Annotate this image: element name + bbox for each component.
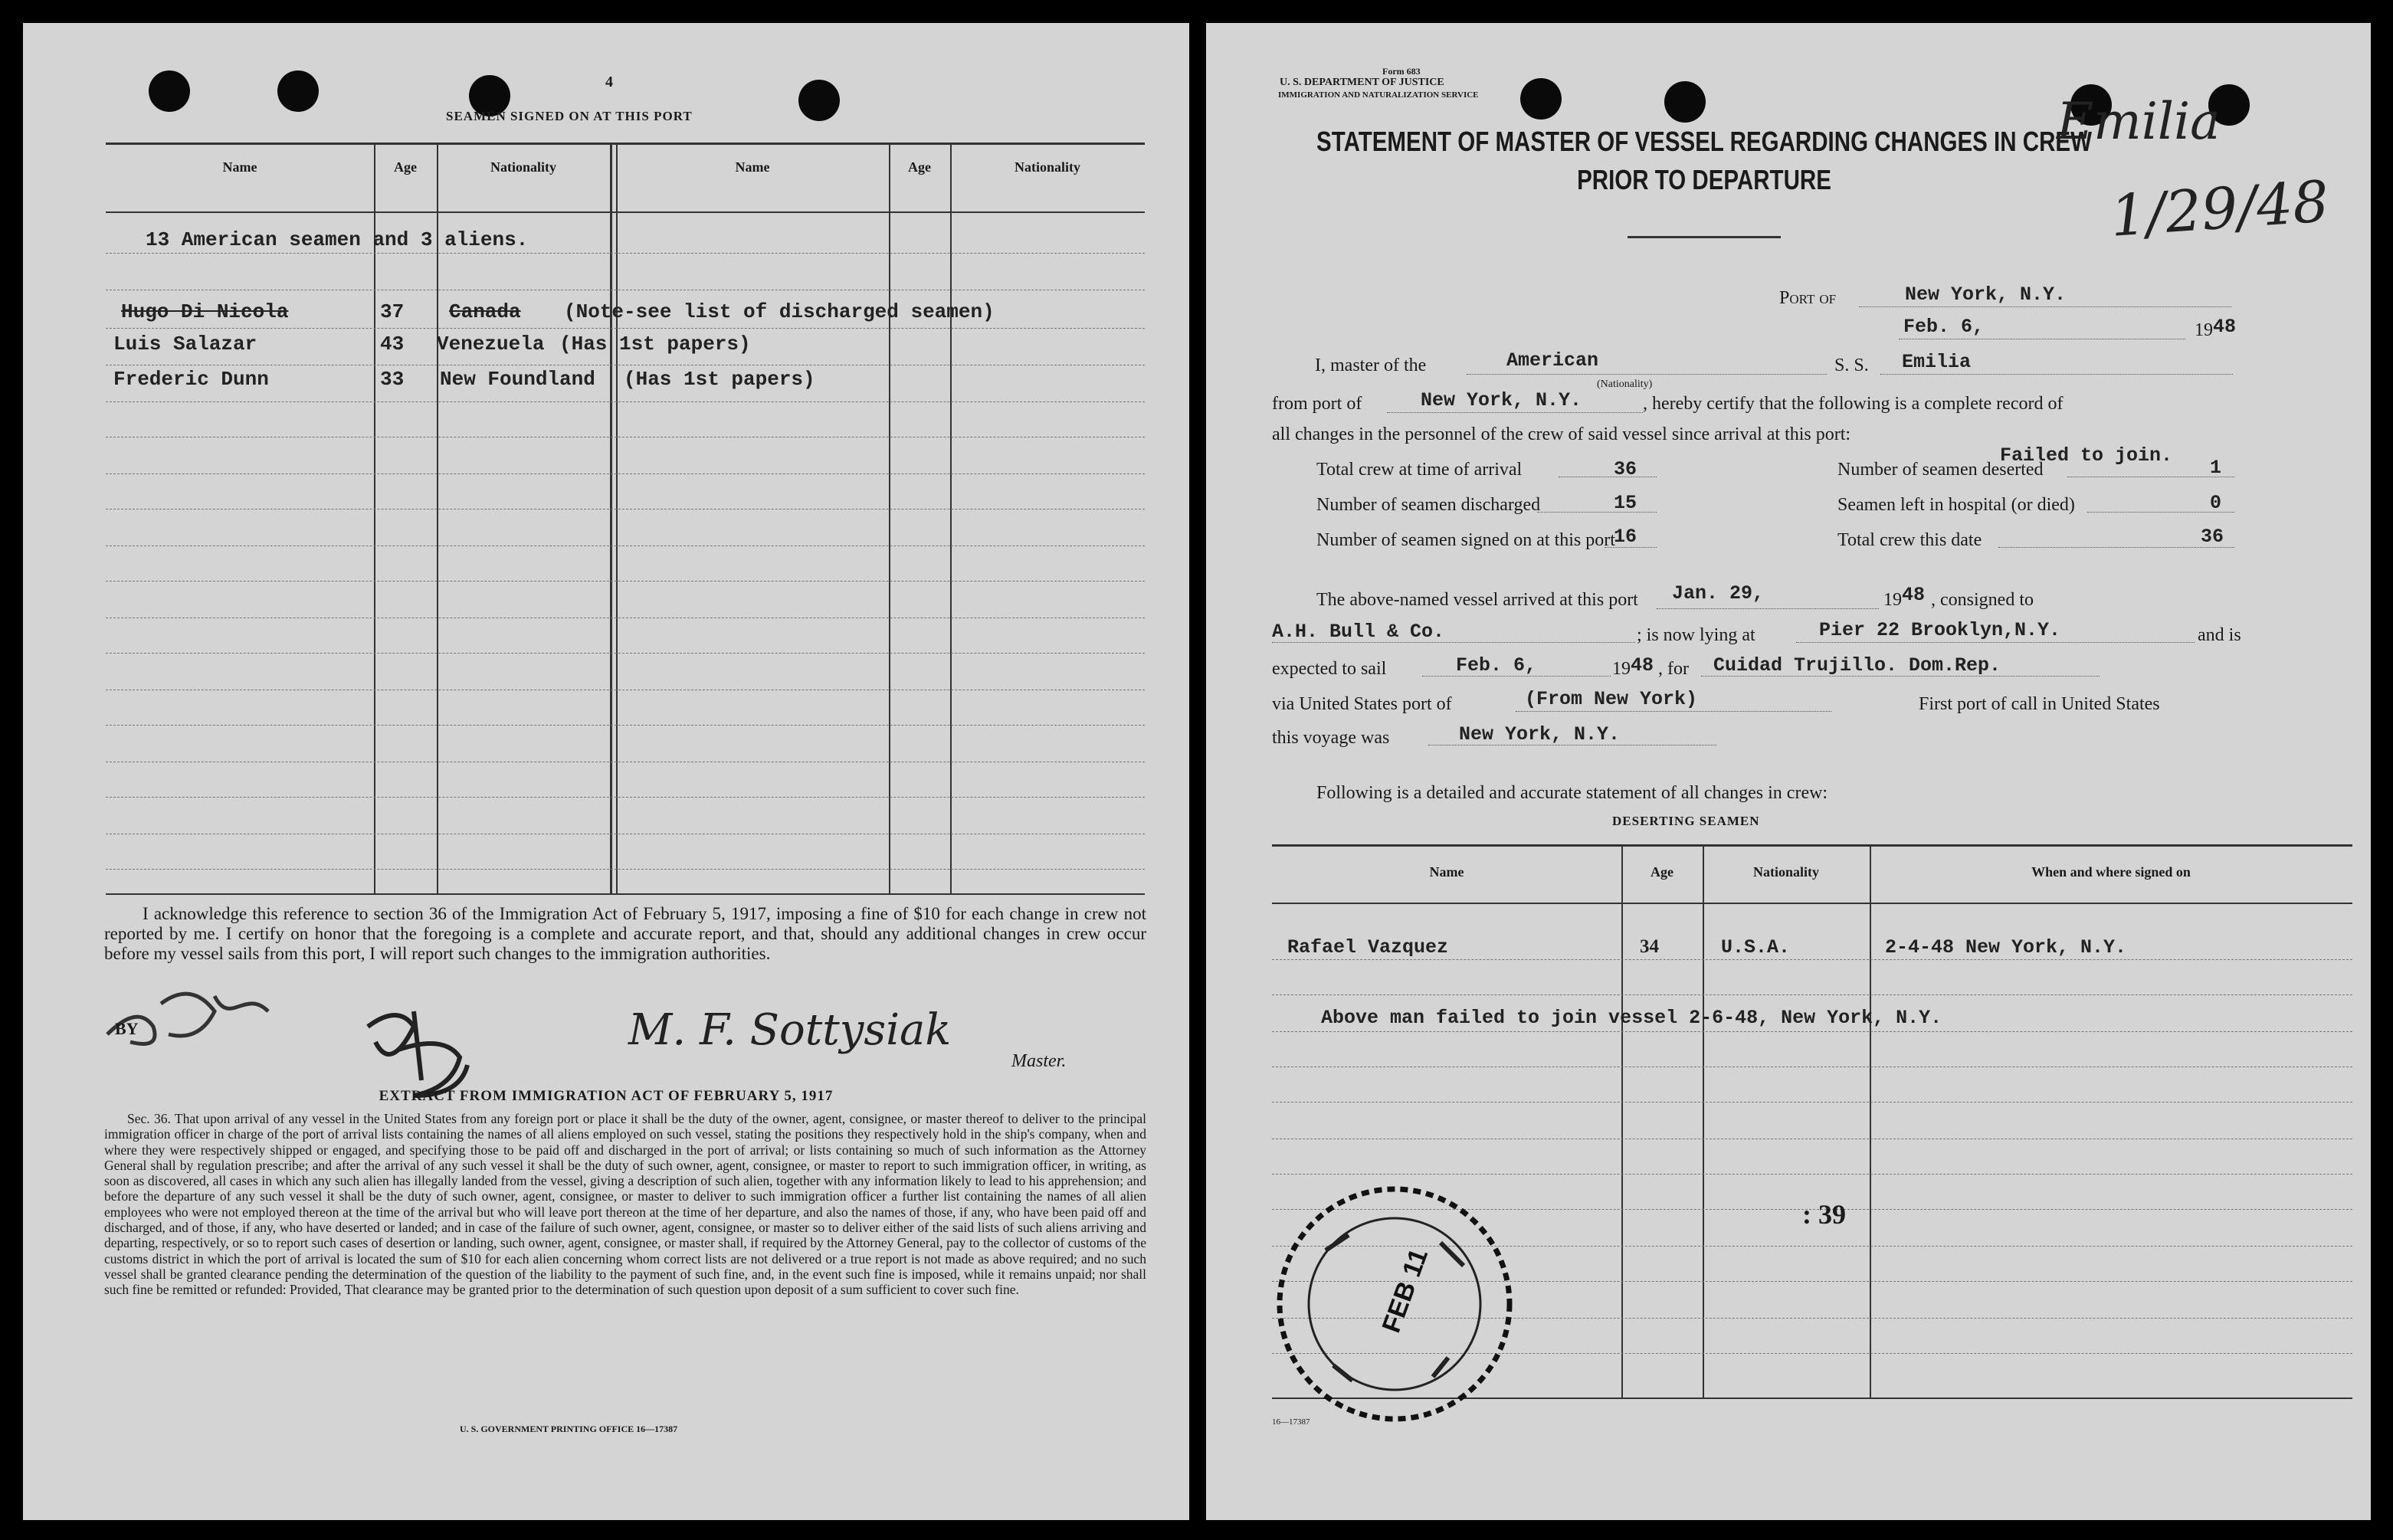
and-is-label: and is xyxy=(2198,625,2241,645)
initials-signature xyxy=(352,996,506,1103)
table-top-rule xyxy=(106,143,1145,145)
seaman-name: Frederic Dunn xyxy=(113,368,269,391)
punch-hole xyxy=(1520,78,1562,120)
total-crew-arrival-value: 36 xyxy=(1614,458,1637,480)
form-title: STATEMENT OF MASTER OF VESSEL REGARDING CHANGES IN CREW xyxy=(1316,126,2092,157)
seaman-age: 43 xyxy=(380,333,405,356)
stamp-number: : 39 xyxy=(1802,1199,1846,1230)
from-port-label: from port of xyxy=(1272,394,1362,414)
discharged-label: Number of seamen discharged xyxy=(1316,495,1541,515)
des-header-signed: When and where signed on xyxy=(2031,864,2191,880)
form-subtitle: PRIOR TO DEPARTURE xyxy=(1577,164,1831,195)
deserted-value: 1 xyxy=(2210,457,2222,479)
ss-label: S. S. xyxy=(1834,356,1869,375)
arrived-year-prefix: 19 xyxy=(1883,590,1902,610)
punch-hole xyxy=(1664,81,1706,123)
punch-hole xyxy=(149,70,190,112)
printing-office: U. S. GOVERNMENT PRINTING OFFICE 16—17387 xyxy=(460,1424,678,1434)
deserter-signed-on: 2-4-48 New York, N.Y. xyxy=(1885,936,2127,958)
deserter-name: Rafael Vazquez xyxy=(1287,936,1449,958)
signed-on-value: 16 xyxy=(1614,526,1637,548)
following-text: Following is a detailed and accurate statement of all changes in crew: xyxy=(1316,783,1828,803)
department: U. S. DEPARTMENT OF JUSTICE xyxy=(1280,77,1444,88)
seaman-nationality: Venezuela xyxy=(437,333,545,356)
seaman-age: 33 xyxy=(380,368,405,391)
destination: Cuidad Trujillo. Dom.Rep. xyxy=(1713,654,2001,677)
seaman-age: 37 xyxy=(380,300,405,323)
hospital-value: 0 xyxy=(2210,492,2222,514)
hospital-label: Seamen left in hospital (or died) xyxy=(1837,495,2075,515)
form-footer: 16—17387 xyxy=(1272,1417,1310,1427)
deserter-nationality: U.S.A. xyxy=(1721,936,1791,958)
extract-title: EXTRACT FROM IMMIGRATION ACT OF FEBRUARY 5, 1917 xyxy=(379,1088,834,1104)
total-crew-date-label: Total crew this date xyxy=(1837,530,1982,550)
des-header-nationality: Nationality xyxy=(1752,864,1819,880)
port-label: Port of xyxy=(1779,288,1837,308)
section-36-text: Sec. 36. That upon arrival of any vessel in the United States from any foreign port or place it shall be the duty of the owner, agent, consignee, or master thereof to deliver to the principal immigration officer in charge of the port of arrival lists containing the names of all aliens employed on such vessel, stating the positions they respectively hold in the ship's company, when and where they were respectively shipped or engaged, and specifying those to be paid off and discharged in the port of arrival; or lists containing so much of such information as the Attorney General shall by regulation prescribe; and after the arrival of any such vessel it shall be the duty of such owner, agent, consignee, or master to report to such immigration officer, in writing, as soon as discovered, all cases in which any such alien has illegally landed from the vessel, giving a description of such alien, together with any information likely to lead to his apprehension; and before the departure of any such vessel it shall be the duty of such owner, agent, consignee, or master to deliver to such immigration officer a further list containing the names of all alien employees who were not employed thereon at the time of the arrival but who will leave port thereon at the time of her departure, and also the names of those, if any, who have been paid off and discharged, and of those, if any, who have deserted or landed; and in case of the failure of such owner, agent, consignee, or master so to deliver either of the said lists of such aliens arriving and departing, respectively, or so to report such cases of desertion or landing, such owner, agent, consignee, or master shall, if required by the Attorney General, pay to the collector of customs of the customs district in which the port of arrival is located the sum of $10 for each alien concerning whom correct lists are not delivered or a true report is not made as above required; and no such vessel shall be granted clearance pending the determination of the question of the liability to the payment of such fine, and, in the event such fine is imposed, while it remains unpaid; nor shall such fine be remitted or refunded: Provided, That clearance may be granted prior to the determination of such question upon deposit of a sum sufficient to cover such fine. xyxy=(104,1111,1146,1298)
col-header-age-2: Age xyxy=(908,159,931,175)
seaman-nationality: Canada xyxy=(449,300,521,323)
from-port-value: New York, N.Y. xyxy=(1421,389,1582,411)
deserting-title: DESERTING SEAMEN xyxy=(1612,814,1760,828)
via-port: (From New York) xyxy=(1525,688,1698,710)
col-header-name: Name xyxy=(222,159,257,175)
port-value: New York, N.Y. xyxy=(1905,283,2067,306)
arrived-label: The above-named vessel arrived at this port xyxy=(1316,590,1638,610)
service: IMMIGRATION AND NATURALIZATION SERVICE xyxy=(1278,90,1479,100)
consignee: A.H. Bull & Co. xyxy=(1272,621,1445,643)
discharged-value: 15 xyxy=(1614,492,1637,514)
lying-label: ; is now lying at xyxy=(1637,625,1755,645)
year-prefix: 19 xyxy=(2195,320,2213,340)
seaman-note: (Has 1st papers) xyxy=(559,333,751,356)
ship-value: Emilia xyxy=(1902,351,1972,373)
table-header-rule xyxy=(106,211,1145,213)
col-header-name-2: Name xyxy=(735,159,770,175)
seaman-name: Hugo Di Nicola xyxy=(121,300,289,323)
failed-note: Above man failed to join vessel 2-6-48, New York, N.Y. xyxy=(1321,1007,1942,1029)
lying-at: Pier 22 Brooklyn,N.Y. xyxy=(1819,619,2061,641)
arrived-year: 48 xyxy=(1902,584,1926,606)
col-header-age: Age xyxy=(394,159,417,175)
summary-line: 13 American seamen and 3 aliens. xyxy=(146,228,529,251)
punch-hole xyxy=(798,80,840,121)
des-header-name: Name xyxy=(1429,864,1464,880)
col-header-nationality: Nationality xyxy=(490,159,556,175)
table-bottom-rule xyxy=(106,893,1145,895)
seaman-nationality: New Foundland xyxy=(440,368,595,391)
via-label: via United States port of xyxy=(1272,694,1452,714)
seaman-name: Luis Salazar xyxy=(113,333,257,356)
certify-text-2: all changes in the personnel of the crew of said vessel since arrival at this port: xyxy=(1272,424,1851,444)
voyage-label: this voyage was xyxy=(1272,728,1390,748)
arrived-date: Jan. 29, xyxy=(1672,582,1765,605)
acknowledgement-text: I acknowledge this reference to section 36 of the Immigration Act of February 5, 1917, imposing a fine of $10 for each change in crew not reported by me. I certify on honor that the foregoing is a complete and accurate report, and that, should any additional changes in crew occur before my vessel sails from this port, I will report such changes to the immigration authorities. xyxy=(104,904,1146,963)
handwritten-date: 1/29/48 xyxy=(2108,169,2331,250)
master-label: Master. xyxy=(1011,1051,1067,1071)
left-page xyxy=(23,23,1189,1520)
by-label: BY xyxy=(115,1019,139,1038)
sail-date: Feb. 6, xyxy=(1456,654,1537,677)
section-title: SEAMEN SIGNED ON AT THIS PORT xyxy=(446,109,693,123)
signed-on-label: Number of seamen signed on at this port xyxy=(1316,530,1615,550)
sail-year: 48 xyxy=(1631,654,1654,677)
nationality-caption: (Nationality) xyxy=(1597,378,1653,390)
date-value: Feb. 6, xyxy=(1903,316,1985,338)
year-value: 48 xyxy=(2213,316,2237,338)
total-crew-arrival-label: Total crew at time of arrival xyxy=(1316,460,1523,480)
page-number: 4 xyxy=(605,74,613,90)
for-label: , for xyxy=(1658,659,1689,679)
form-number: Form 683 xyxy=(1382,66,1421,77)
first-port-value: New York, N.Y. xyxy=(1459,723,1621,745)
stamp-date: FEB 11 xyxy=(1376,1244,1434,1337)
consigned-label: , consigned to xyxy=(1931,590,2034,610)
handwritten-ship-name: Emilia xyxy=(2057,92,2221,151)
des-header-age: Age xyxy=(1651,864,1673,880)
nationality-value: American xyxy=(1506,349,1599,372)
deserted-label: Number of seamen deserted xyxy=(1837,460,2044,480)
certify-text: , hereby certify that the following is a complete record of xyxy=(1643,394,2064,414)
date-stamp xyxy=(1272,1181,1517,1427)
total-crew-date-value: 36 xyxy=(2201,526,2224,548)
sail-year-prefix: 19 xyxy=(1612,659,1631,679)
right-page xyxy=(1206,23,2371,1520)
expected-label: expected to sail xyxy=(1272,659,1387,679)
master-signature: M. F. Sottysiak xyxy=(628,1005,952,1055)
deserter-age: 34 xyxy=(1640,936,1659,957)
deserted-note: Failed to join. xyxy=(2000,444,2173,467)
seaman-note: (Note-see list of discharged seamen) xyxy=(564,300,995,323)
punch-hole xyxy=(277,70,319,112)
col-header-nationality-2: Nationality xyxy=(1014,159,1080,175)
master-of-label: I, master of the xyxy=(1315,356,1427,375)
first-port-label: First port of call in United States xyxy=(1919,694,2160,714)
seaman-note: (Has 1st papers) xyxy=(624,368,815,391)
